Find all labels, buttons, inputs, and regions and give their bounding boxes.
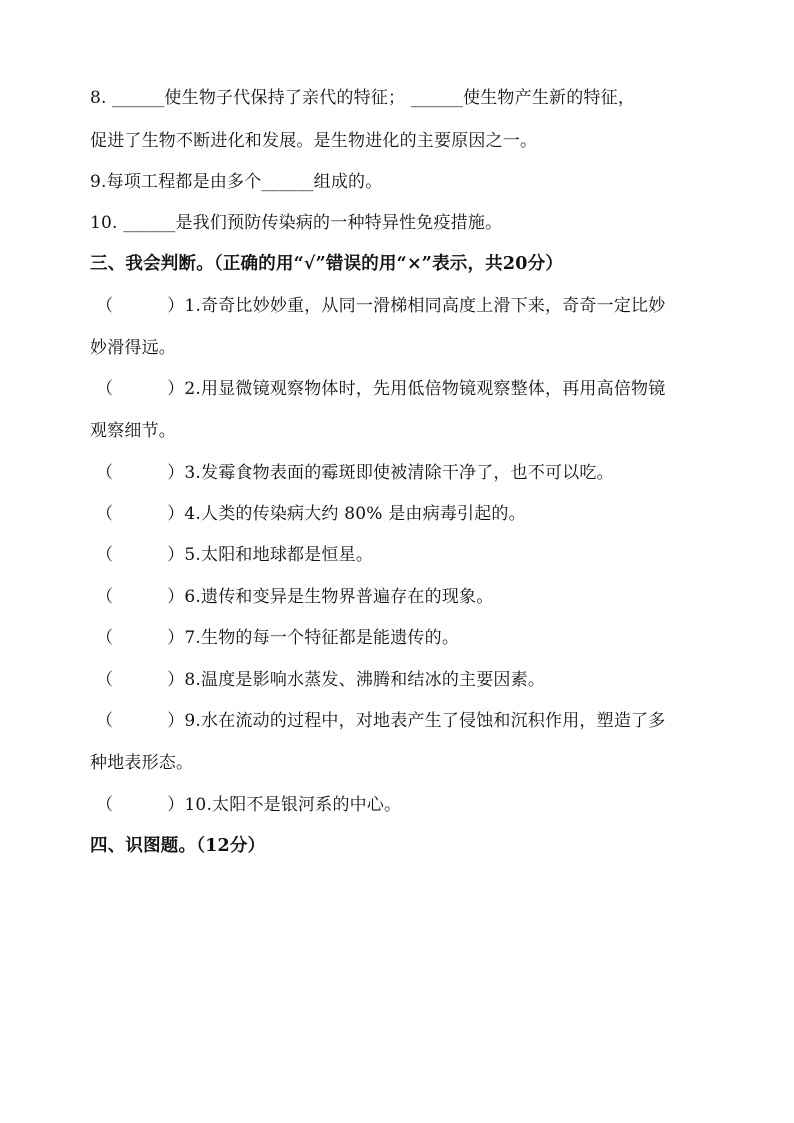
judge-item-text: 5.太阳和地球都是恒星。	[184, 545, 374, 565]
question-10: 10. ______是我们预防传染病的一种特异性免疫措施。	[90, 213, 503, 233]
judge-item-10	[90, 793, 720, 817]
judge-item-2-line-1	[90, 377, 720, 401]
answer-paren-close: ）	[167, 628, 185, 648]
judge-item-text: 10.太阳不是银河系的中心。	[184, 795, 402, 815]
judge-item-4	[90, 502, 720, 526]
judge-item-1-line-2: 妙滑得远。	[90, 338, 176, 358]
judge-item-9-line-2: 种地表形态。	[90, 753, 194, 773]
answer-paren-open: （	[96, 379, 114, 399]
answer-paren-close: ）	[167, 296, 185, 316]
judge-item-2-line-2: 观察细节。	[90, 421, 176, 441]
answer-paren-open: （	[96, 795, 114, 815]
judge-item-7	[90, 626, 720, 650]
answer-paren-close: ）	[167, 504, 185, 524]
answer-paren-open: （	[96, 504, 114, 524]
judge-item-text: 8.温度是影响水蒸发、沸腾和结冰的主要因素。	[184, 670, 546, 690]
answer-paren-open: （	[96, 545, 114, 565]
answer-paren-close: ）	[167, 711, 185, 731]
section-3-title: 三、我会判断。（正确的用“√”错误的用“×”表示，共20分）	[90, 254, 564, 274]
judge-item-6	[90, 585, 720, 609]
judge-item-text: 3.发霉食物表面的霉斑即使被清除干净了，也不可以吃。	[184, 463, 614, 483]
answer-paren-close: ）	[167, 463, 185, 483]
answer-paren-open: （	[96, 670, 114, 690]
judge-item-text: 7.生物的每一个特征都是能遗传的。	[184, 628, 460, 648]
answer-paren-close: ）	[167, 795, 185, 815]
judge-item-text: 1.奇奇比妙妙重，从同一滑梯相同高度上滑下来，奇奇一定比妙	[184, 296, 666, 316]
judge-item-5	[90, 543, 720, 567]
judge-item-1-line-1	[90, 294, 720, 318]
judge-item-9-line-1	[90, 709, 720, 733]
question-9: 9.每项工程都是由多个______组成的。	[90, 172, 383, 192]
answer-paren-open: （	[96, 296, 114, 316]
answer-paren-open: （	[96, 587, 114, 607]
judge-item-text: 9.水在流动的过程中，对地表产生了侵蚀和沉积作用，塑造了多	[184, 711, 666, 731]
judge-item-8	[90, 668, 720, 692]
answer-paren-close: ）	[167, 379, 185, 399]
answer-paren-close: ）	[167, 545, 185, 565]
judge-item-3	[90, 461, 720, 485]
question-8-line-2: 促进了生物不断进化和发展。是生物进化的主要原因之一。	[90, 131, 538, 151]
answer-paren-open: （	[96, 628, 114, 648]
answer-paren-close: ）	[167, 587, 185, 607]
section-4-title: 四、识图题。（12分）	[90, 836, 266, 856]
answer-paren-close: ）	[167, 670, 185, 690]
question-8-line-1: 8. ______使生物子代保持了亲代的特征； ______使生物产生新的特征，	[90, 88, 636, 108]
answer-paren-open: （	[96, 711, 114, 731]
judge-item-text: 6.遗传和变异是生物界普遍存在的现象。	[184, 587, 494, 607]
judge-item-text: 4.人类的传染病大约 80% 是由病毒引起的。	[184, 504, 526, 524]
answer-paren-open: （	[96, 463, 114, 483]
judge-item-text: 2.用显微镜观察物体时，先用低倍物镜观察整体，再用高倍物镜	[184, 379, 666, 399]
